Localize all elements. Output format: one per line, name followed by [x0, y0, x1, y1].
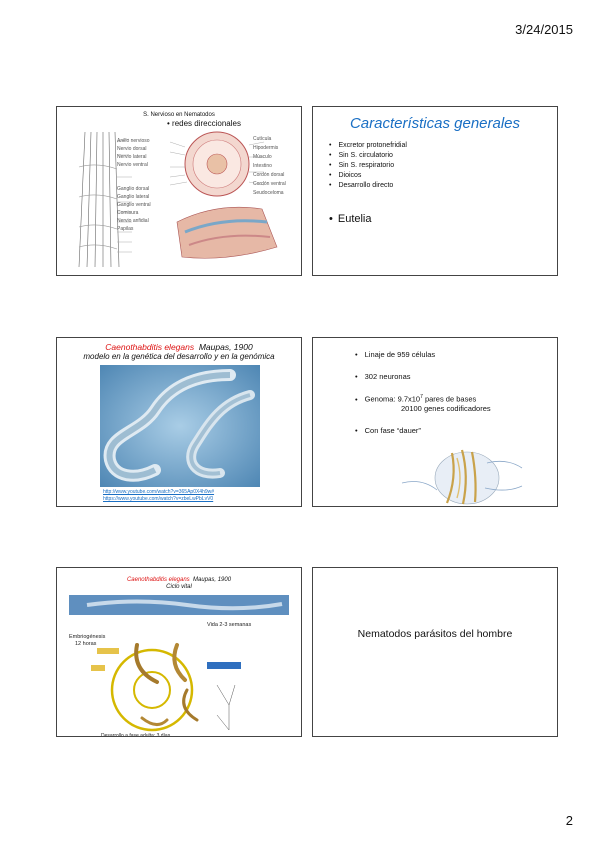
video-link-2[interactable]: https://www.youtube.com/watch?v=zbeLwPbLvV0 — [103, 496, 214, 502]
list-item: • Sin S. respiratorio — [329, 162, 407, 169]
slide-title: S. Nervioso en Nematodos — [143, 112, 215, 118]
slide-nervous-system — [56, 106, 302, 276]
genome-item: • Genoma: $9.7x10^7$ pares de bases 20100 genes codificadores — [355, 394, 491, 413]
characteristics-list — [329, 139, 407, 192]
list-item: • Excretor protonefridial — [329, 142, 407, 149]
facts-list — [355, 350, 491, 448]
slide-title: Características generales — [349, 115, 521, 132]
slide-c-elegans-model — [56, 337, 302, 507]
development-label: Desarrollo a fase adulta: 3 días — [101, 733, 171, 737]
left-labels: Anillo nervioso Nervio dorsal Nervio lateral Nervio ventral Ganglio dorsal Ganglio lateral Ganglio ventral Comisura Nervio anfidial Papilas — [117, 138, 151, 232]
eutelia-item: • Eutelia — [329, 213, 372, 225]
list-item: • Sin S. circulatorio — [329, 152, 407, 159]
slide-title: Caenothabditis elegans Maupas, 1900 — [105, 342, 253, 352]
dauer-illustration — [397, 438, 527, 507]
list-item: • 302 neuronas — [355, 372, 491, 381]
slide-title: Nematodos parásitos del hombre — [357, 628, 513, 640]
cross-section-labels: Cutícula Hipodermis Músculo Intestino Cordón dorsal Cordón ventral Seudoceloma — [253, 136, 286, 196]
slide-subtitle: Ciclo vital — [166, 584, 192, 590]
worm-micrograph — [100, 365, 260, 487]
slide-bullet: • redes direccionales — [167, 119, 241, 128]
list-item: • Desarrollo directo — [329, 182, 407, 189]
date-header: 3/24/2015 — [515, 22, 573, 37]
list-item: • Dioicos — [329, 172, 407, 179]
embryogenesis-label: Embriogénesis 12 horas — [69, 634, 106, 647]
list-item: • Linaje de 959 células — [355, 350, 491, 359]
slide-genome-facts — [312, 337, 558, 507]
life-span-label: Vida 2-3 semanas — [207, 622, 252, 628]
slide-title: Caenothabditis elegans Maupas, 1900 — [126, 577, 232, 583]
slide-general-characteristics — [312, 106, 558, 276]
slide-human-parasites — [312, 567, 558, 737]
life-cycle-diagram — [57, 590, 302, 737]
page-number: 2 — [565, 813, 573, 828]
video-link-1[interactable]: http://www.youtube.com/watch?v=365Ap0X4h9w# — [103, 489, 215, 495]
dauer-item: • Con fase “dauer” — [355, 426, 491, 435]
slide-subtitle: modelo en la genética del desarrollo y en la genómica — [83, 352, 275, 361]
slide-life-cycle — [56, 567, 302, 737]
